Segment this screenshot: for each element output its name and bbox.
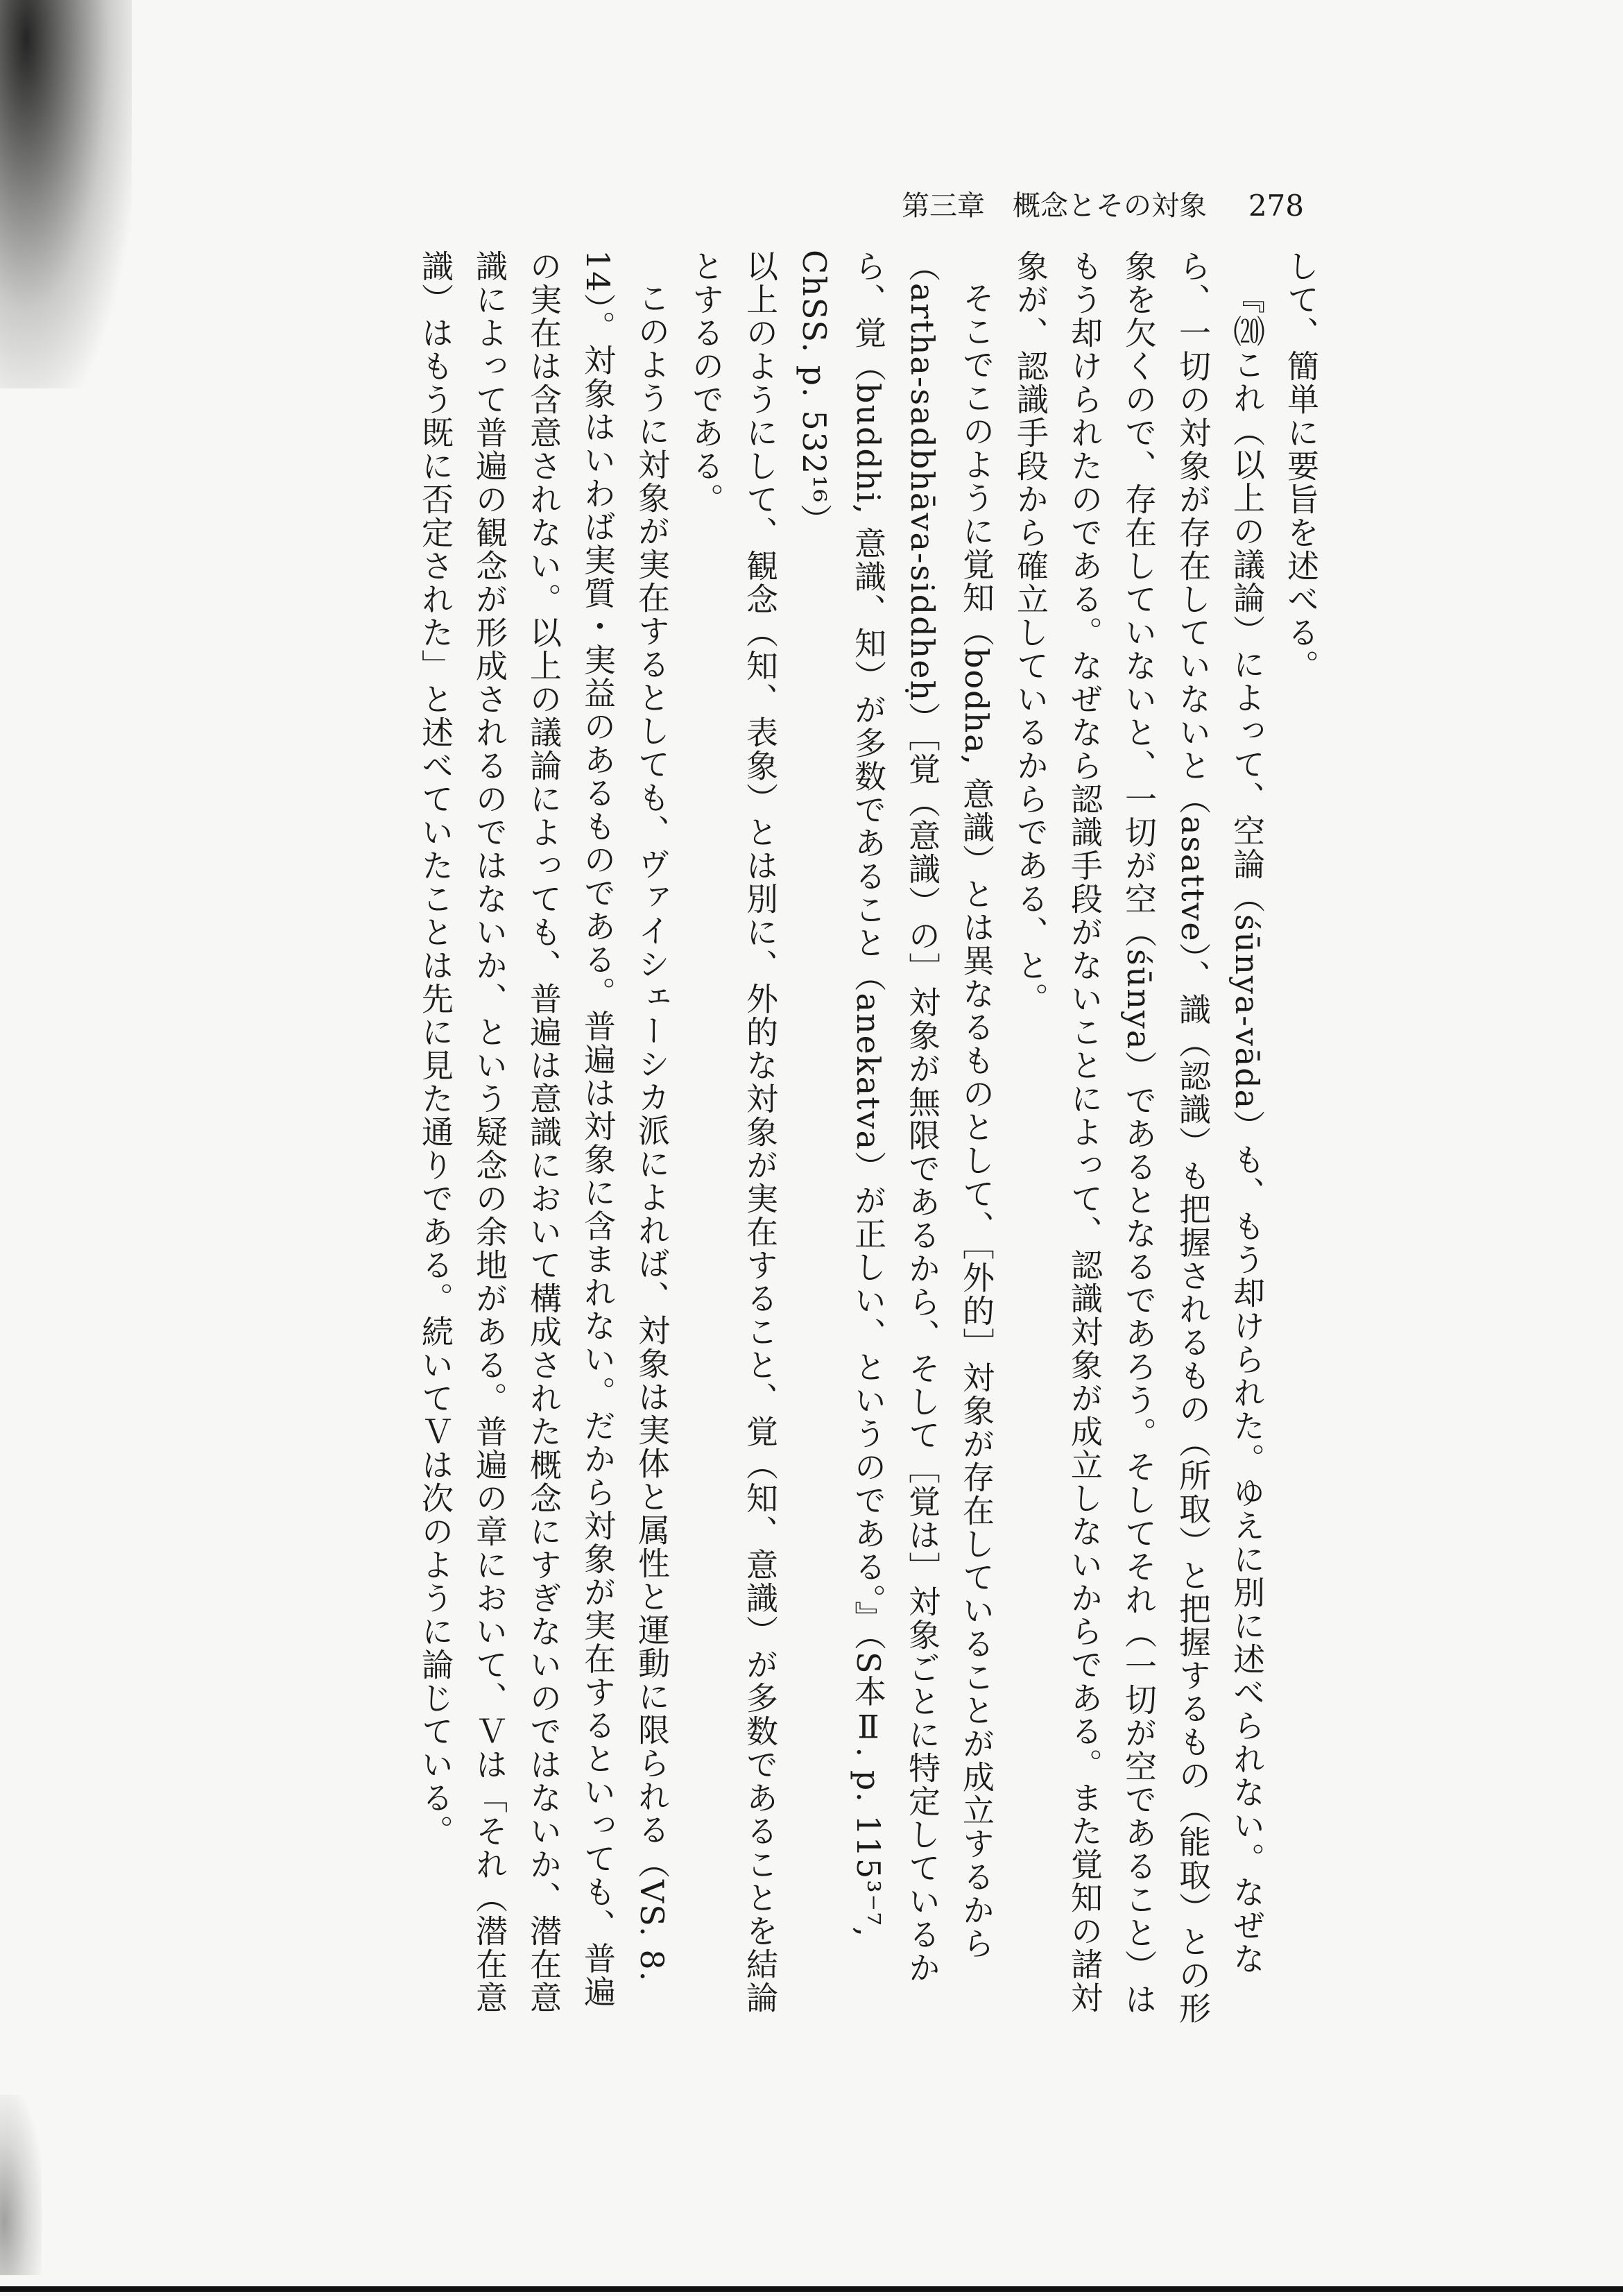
chapter-title: 第三章 概念とその対象 <box>902 190 1207 222</box>
running-header <box>902 182 1304 230</box>
paragraph-quote-continued: そこでこのように覚知（bodha, 意識）とは異なるものとして、［外的］対象が存在していることが成立するから（artha-sadbhāva-siddheḥ）［覚（意識）の］対象が無限であるから、そして［覚は］対象ごとに特定しているから、覚（buddhi, 意識、知）が多数であること（anekatva）が正しい、というのである。』（S本Ⅱ. p. 115³⁻⁷, ChSS. p. 532¹⁶） <box>796 250 995 1985</box>
body-text <box>385 250 1328 2025</box>
paragraph-conclusion: 以上のようにして、観念（知、表象）とは別に、外的な対象が実在すること、覚（知、意識）が多数であることを結論とするのである。 <box>687 250 779 2014</box>
page-number: 278 <box>1248 189 1304 223</box>
scan-shadow-lower <box>0 2095 42 2275</box>
scan-shadow <box>0 0 132 388</box>
paragraph-quote: 『⒇これ（以上の議論）によって、空論（śūnya-vāda）も、もう却けられた。ゆえに別に述べられない。なぜなら、一切の対象が存在していないと（asattve）、識（認識）も把握されるもの（所取）と把握するもの（能取）との形象を欠くので、存在していないと、一切が空（śūnya）であるとなるであろう。そしてそれ（一切が空であること）はもう却けられたのである。なぜなら認識手段がないことによって、認識対象が成立しないからである。また覚知の諸対象が、認識手段から確立しているからである、と。 <box>1012 250 1266 2025</box>
paragraph-discussion: このように対象が実在するとしても、ヴァイシェーシカ派によれば、対象は実体と属性と運動に限られる（VS. 8. 14）。対象はいわば実質・実益のあるものである。普遍は対象に含まれない。だから対象が実在するといっても、普遍の実在は含意されない。以上の議論によっても、普遍は意識において構成された概念にすぎないのではないか、潜在意識によって普遍の観念が形成されるのではないか、という疑念の余地がある。普遍の章において、Ｖは「それ（潜在意識）はもう既に否定された」と述べていたことは先に見た通りである。続いてＶは次のように論じている。 <box>417 250 671 2014</box>
paragraph-intro: して、簡単に要旨を述べる。 <box>1282 250 1320 683</box>
bottom-border <box>0 2286 1623 2292</box>
